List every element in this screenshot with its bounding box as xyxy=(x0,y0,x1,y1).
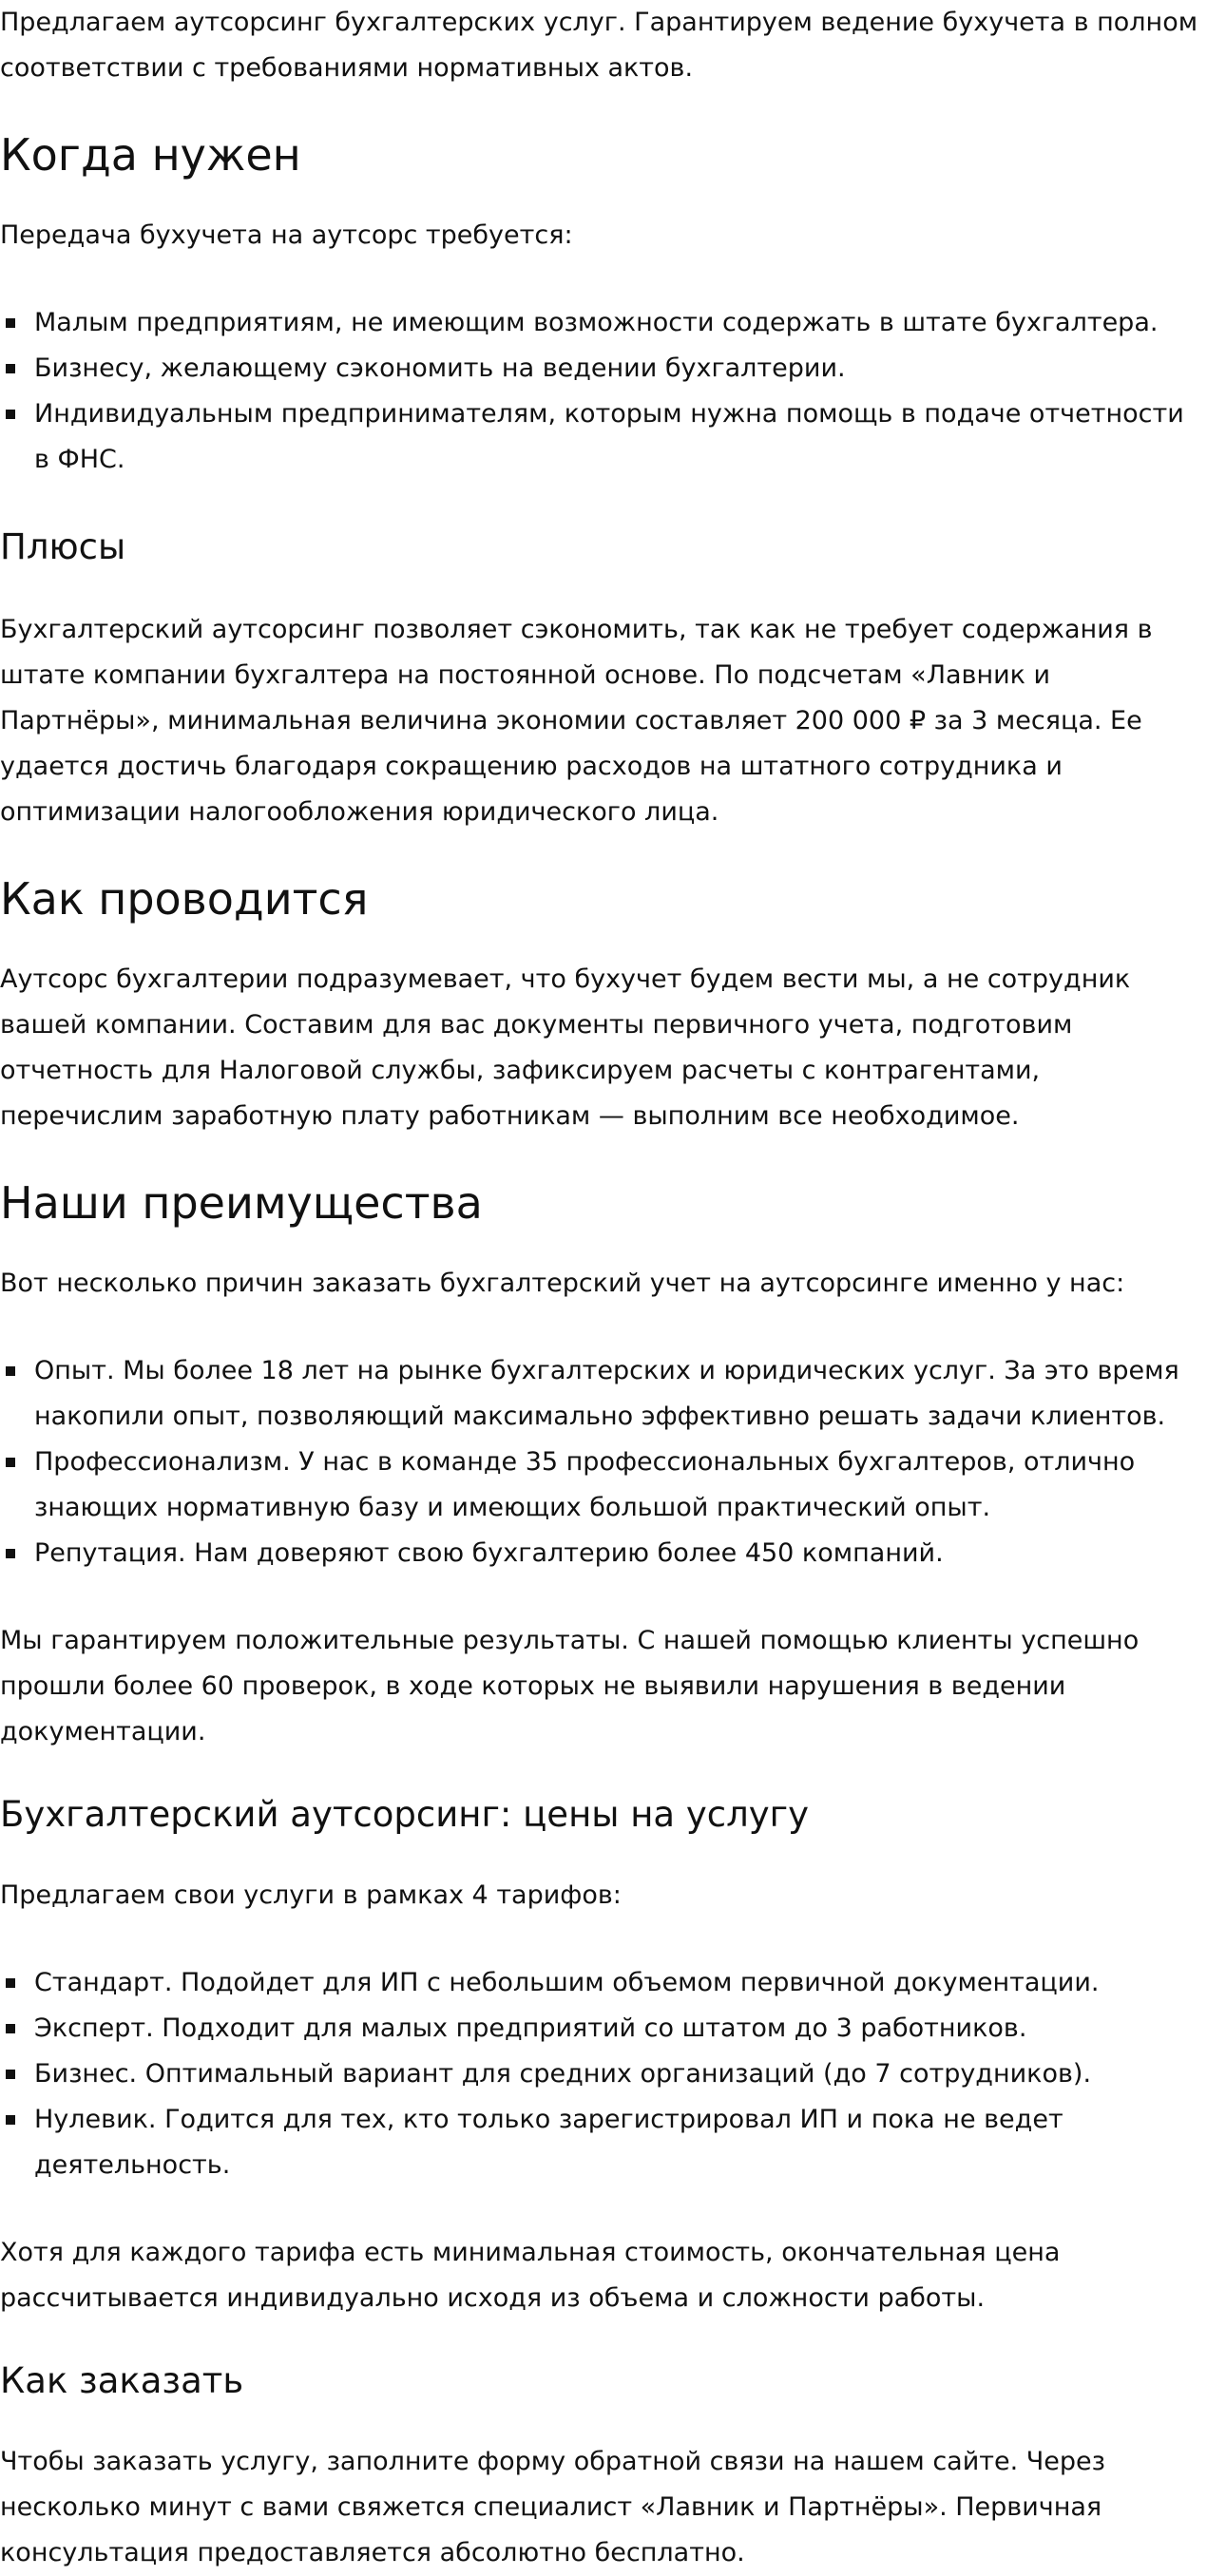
advantages-lead: Вот несколько причин заказать бухгалтерский учет на аутсорсинге именно у нас: xyxy=(0,1269,1125,1298)
advantages-list xyxy=(0,1348,1205,1576)
prices-lead: Предлагаем свои услуги в рамках 4 тарифов: xyxy=(0,1880,622,1910)
section-title-advantages: Наши преимущества xyxy=(0,1177,483,1229)
section-title-prices: Бухгалтерский аутсорсинг: цены на услугу xyxy=(0,1794,809,1835)
pluses-paragraph: Бухгалтерский аутсорсинг позволяет сэкономить, так как не требует содержания в штате компании бухгалтера на постоянной основе. По подсчетам «Лавник и Партнёры», минимальная величина экономии составляет 200 000 ₽ за 3 месяца. Ее удается достичь благодаря сокращению расходов на штатного сотрудника и оптимизации налогообложения юридического лица. xyxy=(0,615,1153,827)
list-item: Бизнес. Оптимальный вариант для средних организаций (до 7 сотрудников). xyxy=(0,2051,1205,2097)
prices-list xyxy=(0,1960,1205,2188)
list-item: Репутация. Нам доверяют свою бухгалтерию более 450 компаний. xyxy=(0,1531,1205,1576)
list-item: Нулевик. Годится для тех, кто только зарегистрировал ИП и пока не ведет деятельность. xyxy=(0,2097,1205,2188)
list-item: Опыт. Мы более 18 лет на рынке бухгалтерских и юридических услуг. За это время накопили опыт, позволяющий максимально эффективно решать задачи клиентов. xyxy=(0,1348,1205,1440)
when-list xyxy=(0,300,1205,483)
section-title-when: Когда нужен xyxy=(0,129,301,181)
list-item: Индивидуальным предпринимателям, которым нужна помощь в подаче отчетности в ФНС. xyxy=(0,391,1205,483)
section-title-how: Как проводится xyxy=(0,873,369,925)
section-title-pluses: Плюсы xyxy=(0,526,126,567)
when-lead: Передача бухучета на аутсорс требуется: xyxy=(0,220,573,250)
advantages-outro: Мы гарантируем положительные результаты. С нашей помощью клиенты успешно прошли более 60 проверок, в ходе которых не выявили нарушения в ведении документации. xyxy=(0,1626,1140,1746)
list-item: Стандарт. Подойдет для ИП с небольшим объемом первичной документации. xyxy=(0,1960,1205,2006)
list-item: Малым предприятиям, не имеющим возможности содержать в штате бухгалтера. xyxy=(0,300,1205,346)
list-item: Бизнесу, желающему сэкономить на ведении бухгалтерии. xyxy=(0,346,1205,391)
how-paragraph: Аутсорс бухгалтерии подразумевает, что бухучет будем вести мы, а не сотрудник вашей компании. Составим для вас документы первичного учета, подготовим отчетность для Налоговой службы, зафиксируем расчеты с контрагентами, перечислим заработную плату работникам — выполним все необходимое. xyxy=(0,964,1131,1131)
order-paragraph: Чтобы заказать услугу, заполните форму обратной связи на нашем сайте. Через несколько минут с вами свяжется специалист «Лавник и Партнёры». Первичная консультация предоставляется абсолютно бесплатно. xyxy=(0,2447,1105,2567)
prices-outro: Хотя для каждого тарифа есть минимальная стоимость, окончательная цена рассчитывается индивидуально исходя из объема и сложности работы. xyxy=(0,2238,1061,2313)
section-title-order: Как заказать xyxy=(0,2360,244,2401)
list-item: Профессионализм. У нас в команде 35 профессиональных бухгалтеров, отлично знающих нормативную базу и имеющих большой практический опыт. xyxy=(0,1440,1205,1531)
list-item: Эксперт. Подходит для малых предприятий со штатом до 3 работников. xyxy=(0,2006,1205,2051)
intro-paragraph: Предлагаем аутсорсинг бухгалтерских услуг. Гарантируем ведение бухучета в полном соответствии с требованиями нормативных актов. xyxy=(0,8,1198,83)
